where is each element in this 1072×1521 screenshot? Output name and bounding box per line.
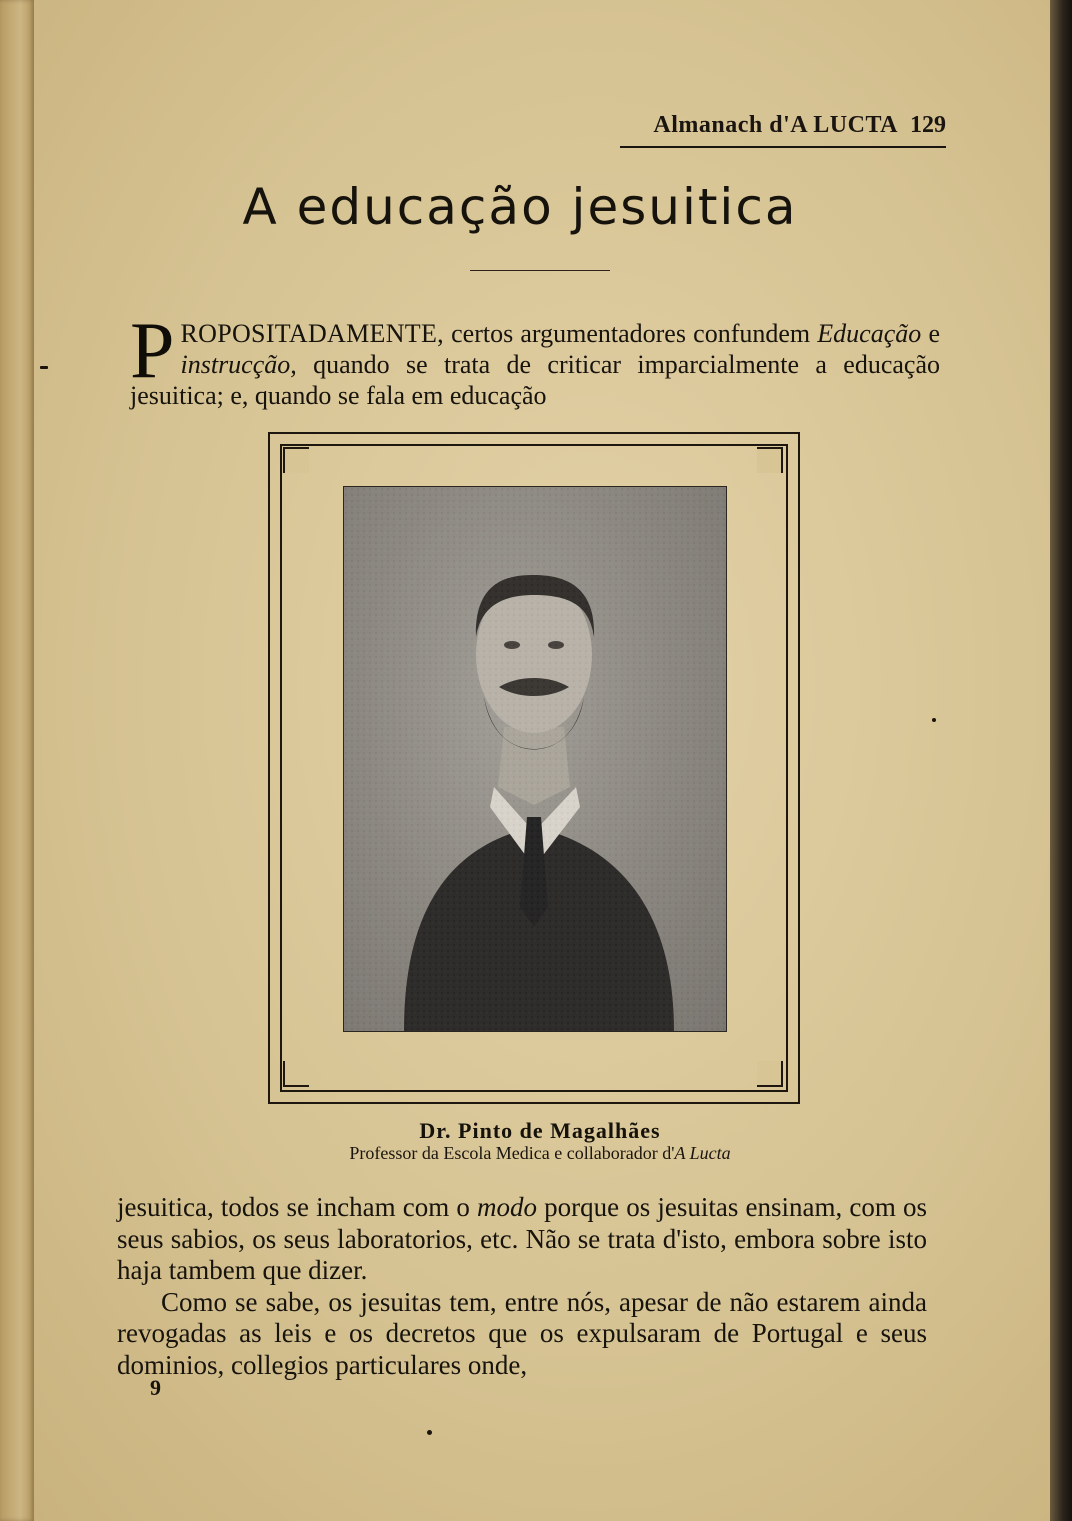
speck [427, 1430, 432, 1435]
intro-italic-1: Educação [817, 319, 922, 348]
intro-text-1: certos argumentadores confundem [443, 319, 818, 348]
caption-role-italic: A Lucta [674, 1143, 731, 1163]
title-rule [470, 270, 610, 271]
body-text-1: jesuitica, todos se incham com o [117, 1192, 477, 1222]
portrait-caption-role [240, 1143, 840, 1164]
portrait-caption-name: Dr. Pinto de Magalhães [419, 1118, 661, 1143]
caption-role-text: Professor da Escola Medica e collaborador d' [349, 1143, 675, 1163]
frame-corner-top-right [757, 447, 783, 473]
body-italic-1: modo [476, 1192, 537, 1222]
intro-lead: ROPOSITADAMENTE, [180, 319, 444, 348]
drop-cap: P [130, 307, 175, 395]
frame-corner-top-left [283, 447, 309, 473]
speck [932, 718, 936, 722]
body-text-2: porque os jesuitas ensinam, com os seus sabios, os seus laboratorios, etc. Não se trata d'isto, embora sobre isto haja tambem que dizer. [117, 1192, 927, 1285]
body-paragraph-2: Como se sabe, os jesuitas tem, entre nós, apesar de não estarem ainda revogadas as leis e os decretos que os expulsaram de Portugal e seus dominios, collegios particulares onde, [117, 1286, 927, 1380]
portrait-figure [344, 487, 726, 1031]
intro-italic-2: instrucção, [180, 350, 297, 379]
frame-corner-bottom-right [757, 1061, 783, 1087]
binding-edge [0, 0, 34, 1521]
article-title: A educação jesuitica [242, 178, 798, 236]
speck [40, 366, 48, 369]
body-paragraph-1 [117, 1192, 927, 1381]
frame-corner-bottom-left [283, 1061, 309, 1087]
intro-text-2: e [921, 319, 940, 348]
intro-paragraph [130, 307, 940, 411]
running-title: Almanach d'A LUCTA [653, 112, 898, 138]
book-edge [1050, 0, 1072, 1521]
intro-text-3: quando se trata de criticar imparcialmente a educação jesuitica; e, quando se fala em educação [130, 350, 940, 410]
running-header [620, 112, 946, 148]
signature-mark: 9 [150, 1375, 161, 1400]
page-number: 129 [910, 112, 946, 138]
portrait-photo [344, 487, 726, 1031]
